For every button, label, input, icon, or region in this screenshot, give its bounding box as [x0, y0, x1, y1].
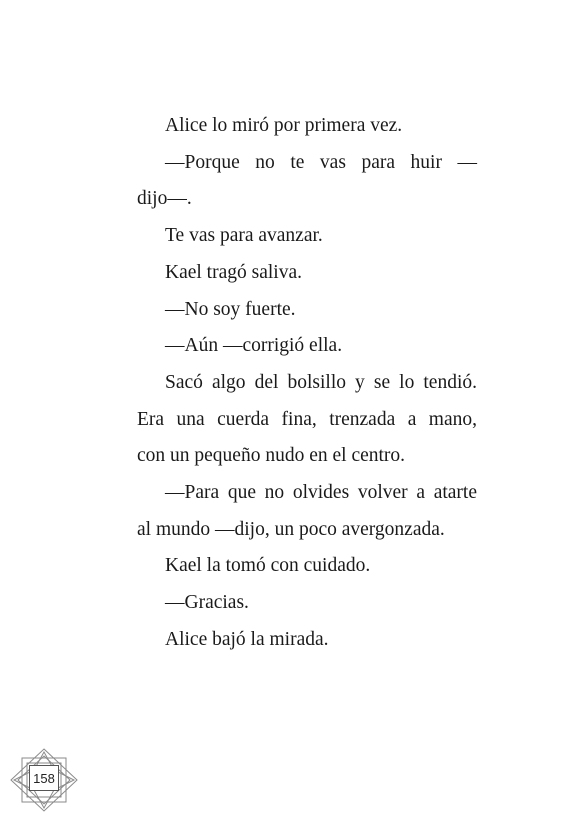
- paragraph-3: Te vas para avanzar.: [165, 225, 323, 247]
- paragraph-5: —No soy fuerte.: [165, 298, 296, 320]
- paragraph-7-line-2: Era una cuerda fina, trenzada a mano,: [137, 408, 477, 430]
- paragraph-8-line-2: al mundo —dijo, un poco avergonzada.: [137, 518, 445, 540]
- paragraph-8-line-1: —Para que no olvides volver a atarte: [165, 482, 477, 504]
- paragraph-4: Kael tragó saliva.: [165, 261, 302, 283]
- body-text: [137, 108, 477, 659]
- paragraph-7: [137, 365, 477, 475]
- paragraph-6: —Aún —corrigió ella.: [165, 335, 343, 357]
- paragraph-9: Kael la tomó con cuidado.: [165, 555, 371, 577]
- paragraph-7-line-1: Sacó algo del bolsillo y se lo tendió.: [165, 371, 477, 393]
- paragraph-7-line-3: con un pequeño nudo en el centro.: [137, 445, 406, 467]
- paragraph-2-line-2: dijo—.: [137, 188, 192, 210]
- page-number-ornament: [10, 748, 78, 812]
- paragraph-8: [137, 475, 477, 548]
- paragraph-1: Alice lo miró por primera vez.: [165, 115, 403, 136]
- paragraph-2: [137, 145, 477, 218]
- page-number: 158: [29, 765, 59, 791]
- paragraph-10: —Gracias.: [165, 592, 249, 614]
- paragraph-11: Alice bajó la mirada.: [165, 628, 329, 650]
- paragraph-2-line-1: —Porque no te vas para huir —: [165, 151, 477, 173]
